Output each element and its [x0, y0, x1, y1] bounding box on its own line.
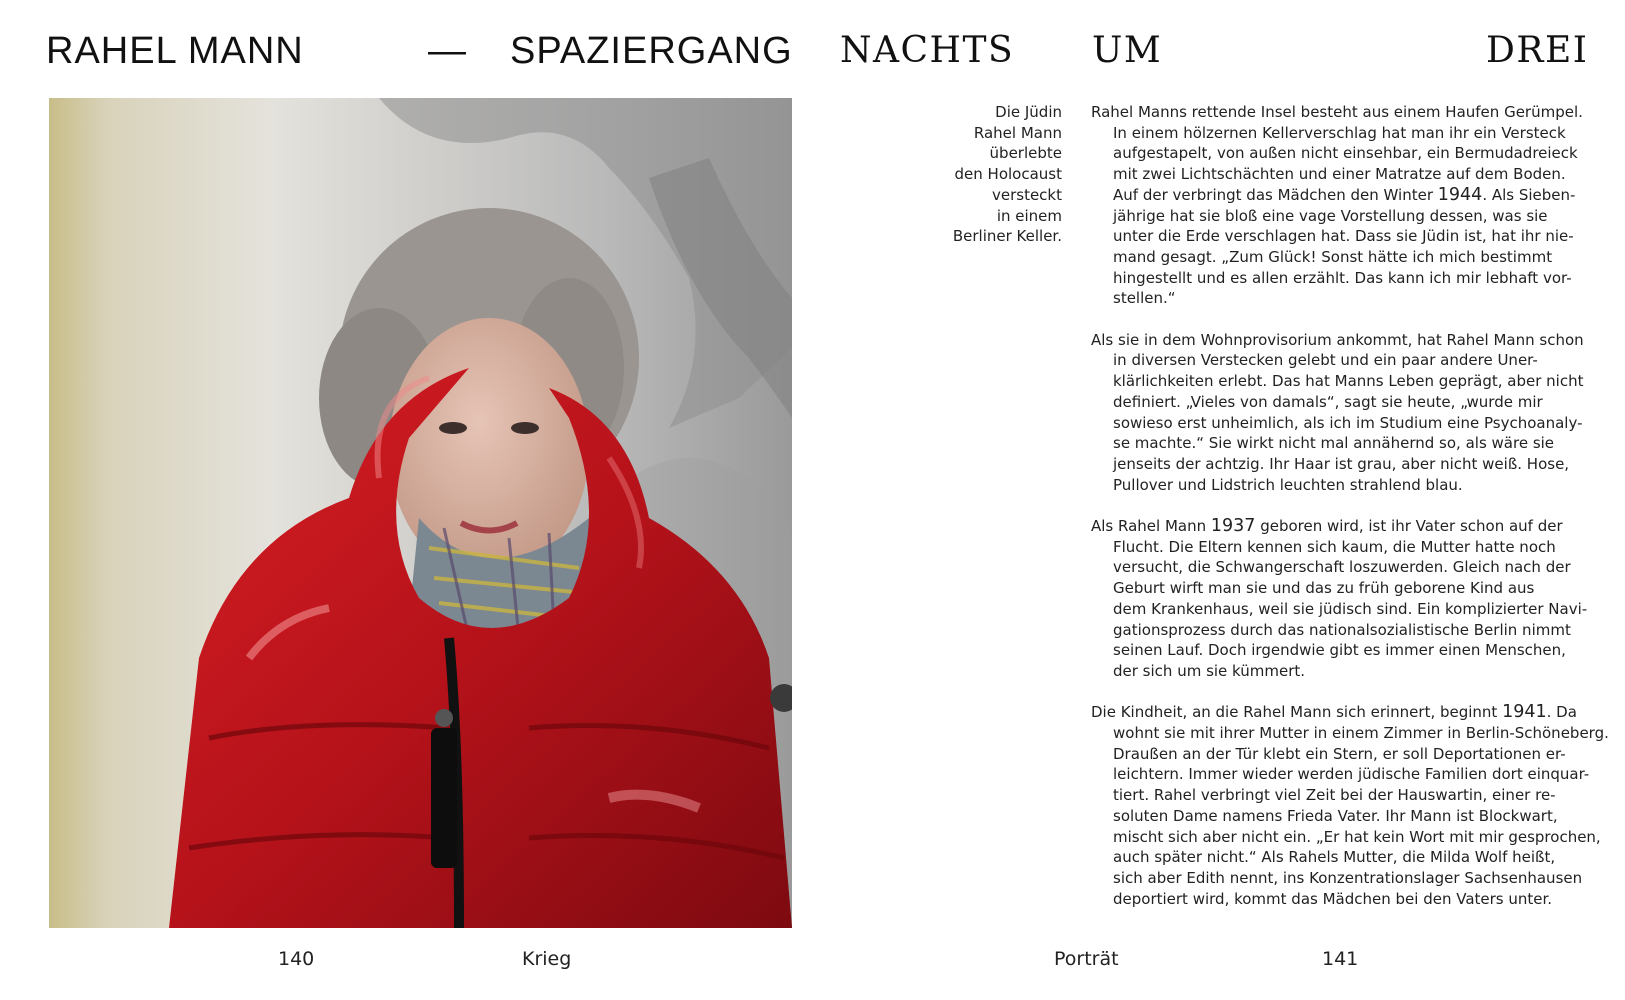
text-line: gationsprozess durch das nationalsozialistische Berlin nimmt [1113, 620, 1571, 639]
text-line: Flucht. Die Eltern kennen sich kaum, die Mutter hatte noch [1113, 537, 1556, 556]
text-line: auch später nicht.“ Als Rahels Mutter, die Milda Wolf heißt, [1113, 848, 1556, 867]
year-1941: 1941 [1502, 702, 1547, 723]
text-line: klärlichkeiten erlebt. Das hat Manns Leben geprägt, aber nicht [1113, 372, 1584, 391]
text-line: leichtern. Immer wieder werden jüdische Familien dort einquar- [1113, 765, 1590, 784]
text-line: in diversen Verstecken gelebt und ein paar andere Uner- [1113, 351, 1538, 370]
text-segment: . Da [1546, 703, 1577, 722]
article-body [1091, 102, 1609, 930]
text-line: soluten Dame namens Frieda Vater. Ihr Mann ist Blockwart, [1113, 806, 1558, 825]
text-line: deportiert wird, kommt das Mädchen bei den Vaters unter. [1113, 889, 1553, 908]
text-line: seinen Lauf. Doch irgendwie gibt es immer einen Menschen, [1113, 641, 1566, 660]
caption-line: überlebte [989, 144, 1062, 163]
text-line: aufgestapelt, von außen nicht einsehbar, ein Bermudadreieck [1113, 144, 1578, 163]
text-line: Rahel Manns rettende Insel besteht aus einem Haufen Gerümpel. [1091, 103, 1583, 121]
header-title-part-1: SPAZIERGANG [510, 30, 793, 72]
portrait-photo-icon [49, 98, 792, 928]
caption-line: Die Jüdin [995, 103, 1062, 121]
text-line: versucht, die Schwangerschaft loszuwerden. Gleich nach der [1113, 558, 1571, 577]
text-segment: . Als Sieben- [1482, 185, 1576, 204]
text-line: wohnt sie mit ihrer Mutter in einem Zimmer in Berlin-Schöneberg. [1113, 724, 1609, 743]
text-segment: Als Rahel Mann [1091, 517, 1211, 536]
header-title-part-2: NACHTS [840, 30, 1015, 71]
text-line: der sich um sie kümmert. [1113, 661, 1306, 680]
text-line: sowieso erst unheimlich, als ich im Studium eine Psychoanaly- [1113, 413, 1583, 432]
header-name: RAHEL MANN [46, 30, 304, 72]
text-line [1091, 185, 1591, 206]
text-line: jenseits der achtzig. Ihr Haar ist grau, aber nicht weiß. Hose, [1113, 454, 1570, 473]
caption-line: versteckt [991, 185, 1062, 204]
text-line: mand gesagt. „Zum Glück! Sonst hätte ich mich bestimmt [1113, 247, 1553, 266]
text-line: tiert. Rahel verbringt viel Zeit bei der Hauswartin, einer re- [1113, 786, 1556, 805]
section-label-left: Krieg [522, 948, 572, 970]
text-line: sich aber Edith nennt, ins Konzentrationslager Sachsenhausen [1113, 868, 1583, 887]
page-number-right: 141 [1322, 948, 1359, 970]
text-line: In einem hölzernen Kellerverschlag hat man ihr ein Versteck [1113, 123, 1566, 142]
text-line: jährige hat sie bloß eine vage Vorstellung dessen, was sie [1113, 206, 1548, 225]
text-segment: geboren wird, ist ihr Vater schon auf der [1255, 517, 1563, 536]
article-paragraph-4 [1091, 702, 1609, 909]
photo-caption [900, 102, 1062, 247]
header-title-part-3: UM [1092, 30, 1163, 71]
text-line: mit zwei Lichtschächten und einer Matratze auf dem Boden. [1113, 165, 1566, 184]
text-line: definiert. „Vieles von damals“, sagt sie heute, „wurde mir [1113, 392, 1543, 411]
text-line: mischt sich aber nicht ein. „Er hat kein Wort mit mir gesprochen, [1113, 827, 1601, 846]
header-title-part-4: DREI [1486, 30, 1589, 71]
caption-line: Rahel Mann [973, 123, 1062, 142]
caption-line: Berliner Keller. [952, 227, 1062, 246]
text-line: Geburt wirft man sie und das zu früh geborene Kind aus [1113, 579, 1535, 598]
portrait-photo [49, 98, 792, 928]
caption-line: in einem [996, 206, 1062, 225]
article-paragraph-1 [1091, 102, 1591, 309]
caption-line: den Holocaust [954, 165, 1062, 184]
text-line: hingestellt und es allen erzählt. Das kann ich mir lebhaft vor- [1113, 268, 1572, 287]
section-label-right: Porträt [1054, 948, 1119, 970]
page-number-left: 140 [278, 948, 315, 970]
text-line: Als sie in dem Wohnprovisorium ankommt, hat Rahel Mann schon [1091, 330, 1584, 349]
text-line: dem Krankenhaus, weil sie jüdisch sind. Ein komplizierter Navi- [1113, 599, 1588, 618]
text-line [1091, 702, 1591, 723]
text-line: stellen.“ [1113, 289, 1176, 308]
text-line [1091, 516, 1591, 537]
text-line: se machte.“ Sie wirkt nicht mal annähernd so, als wäre sie [1113, 434, 1555, 453]
year-1944: 1944 [1437, 184, 1483, 205]
text-segment: Die Kindheit, an die Rahel Mann sich erinnert, beginnt [1091, 703, 1503, 722]
header-dash: — [428, 30, 467, 72]
text-segment: Auf der verbringt das Mädchen den Winter [1113, 185, 1438, 204]
text-line: unter die Erde verschlagen hat. Dass sie Jüdin ist, hat ihr nie- [1113, 227, 1574, 246]
article-paragraph-3 [1091, 516, 1591, 682]
year-1937: 1937 [1210, 516, 1256, 537]
text-line: Pullover und Lidstrich leuchten strahlend blau. [1113, 475, 1463, 494]
text-line: Draußen an der Tür klebt ein Stern, er soll Deportationen er- [1113, 744, 1566, 763]
article-paragraph-2 [1091, 330, 1591, 496]
